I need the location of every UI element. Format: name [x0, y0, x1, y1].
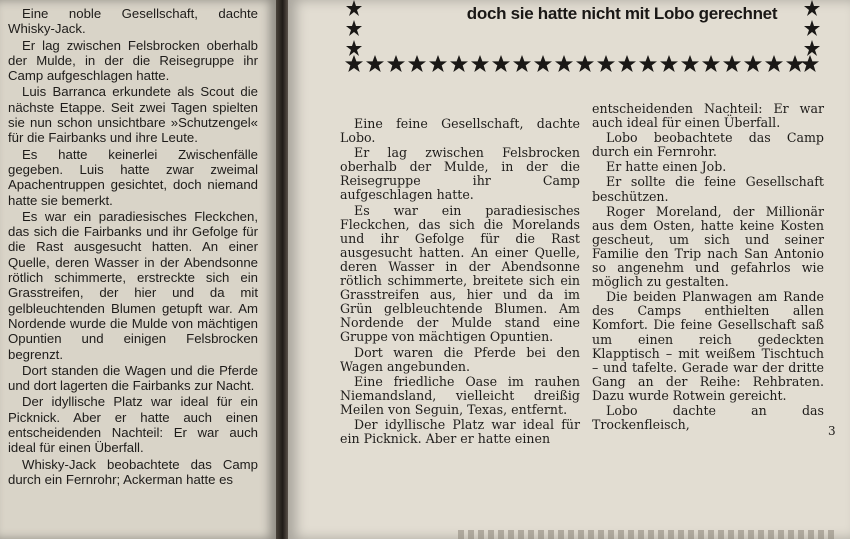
- paragraph: Lobo dachte an das Trockenfleisch,: [592, 402, 824, 433]
- paragraph: Dort waren die Pferde bei den Wagen angebunden.: [340, 344, 580, 374]
- page-number: 3: [828, 424, 836, 438]
- paragraph: Dort standen die Wagen und die Pferde und dort lagerten die Fairbanks zur Nacht.: [8, 362, 258, 394]
- paragraph: Die beiden Planwagen am Rande des Camps enthielten allen Komfort. Die feine Gesellschaft saß um einen reich gedeckten Klapptisch – mit weißem Tischtuch – und tafelte. Gerade war der dritte Gang an der Reihe: Rehbraten. Dazu wurde Rotwein gereicht.: [592, 289, 824, 403]
- star-border-bottom-icon: [344, 54, 820, 74]
- star-border-right-icon: [802, 0, 822, 60]
- paragraph: entscheidenden Nachteil: Er war auch ideal für einen Überfall.: [592, 101, 824, 131]
- paragraph: Eine feine Gesellschaft, dachte Lobo.: [340, 116, 580, 146]
- paragraph: Der idyllische Platz war ideal für ein Picknick. Aber er hatte einen: [340, 416, 580, 447]
- book-gutter: [276, 0, 288, 539]
- paragraph: Er hatte einen Job.: [606, 159, 727, 175]
- paragraph: Whisky-Jack beobachtete das Camp durch ein Fernrohr; Ackerman hatte es: [8, 456, 258, 487]
- right-page-column-two: [592, 102, 824, 433]
- paragraph: Es hatte keinerlei Zwischenfälle gegeben. Luis hatte zwar zweimal Apachentruppen gesichtet, doch niemand hatte sie bemerkt.: [8, 146, 258, 208]
- chapter-banner: [336, 0, 824, 78]
- banner-title: doch sie hatte nicht mit Lobo gerechnet: [466, 4, 778, 23]
- paragraph: Luis Barranca erkundete als Scout die nächste Etappe. Seit zwei Tagen spielten sie nun schon unsichtbare »Schutzengel« für die Fairbanks und ihre Leute.: [8, 84, 258, 146]
- paragraph: Eine friedliche Oase im rauhen Niemandsland, vielleicht dreißig Meilen von Seguin, Texas, entfernt.: [340, 373, 580, 417]
- left-page-text-column: [8, 6, 258, 488]
- right-page-column-one: [340, 117, 580, 447]
- paragraph: Er lag zwischen Felsbrocken oberhalb der Mulde, in der die Reisegruppe ihr Camp aufgeschlagen hatte.: [8, 37, 258, 84]
- paragraph: Eine noble Gesellschaft, dachte Whisky-Jack.: [8, 6, 258, 37]
- paragraph: Es war ein paradiesisches Fleckchen, das sich die Fairbanks und ihr Gefolge für die Rast ausgesucht hatten. An einer Quelle, deren Wasser in der Abendsonne rötlich schimmerte, erstreckte sich ein Grasstreifen, der hier und da mit gelbleuchtenden Blumen getupft war. Am Nordende wurde die Mulde von mächtigen Opuntien und einigen Felsbrocken begrenzt.: [8, 208, 258, 362]
- paragraph: Er lag zwischen Felsbrocken oberhalb der Mulde, in der die Reisegruppe ihr Camp aufgeschlagen hatte.: [340, 145, 580, 203]
- paragraph: Es war ein paradiesisches Fleckchen, das sich die Morelands und ihr Gefolge für die Rast ausgesucht hatten. An einer Quelle, deren Wasser in der Abendsonne rötlich schimmerte, breitete sich ein Grasstreifen aus, hier und da im Grün gelbleuchtende Blumen. Am Nordende der Mulde stand eine Gruppe von mächtigen Opuntien.: [340, 202, 580, 345]
- paragraph: Roger Moreland, der Millionär aus dem Osten, hatte keine Kosten gescheut, um sich und seiner Familie den Trip nach San Antonio so angenehm und gefahrlos wie möglich zu gestalten.: [592, 203, 824, 290]
- bleed-through-text: [458, 530, 838, 539]
- right-page: [288, 0, 850, 539]
- paragraph: Der idyllische Platz war ideal für ein Picknick. Aber er hatte auch einen entscheidenden Nachteil: Er war auch ideal für einen Überfall.: [8, 394, 258, 456]
- left-page: [0, 0, 276, 539]
- paragraph: Er sollte die feine Gesellschaft beschützen.: [592, 174, 824, 204]
- star-border-left-icon: [344, 0, 364, 60]
- paragraph: Lobo beobachtete das Camp durch ein Fernrohr.: [592, 130, 824, 160]
